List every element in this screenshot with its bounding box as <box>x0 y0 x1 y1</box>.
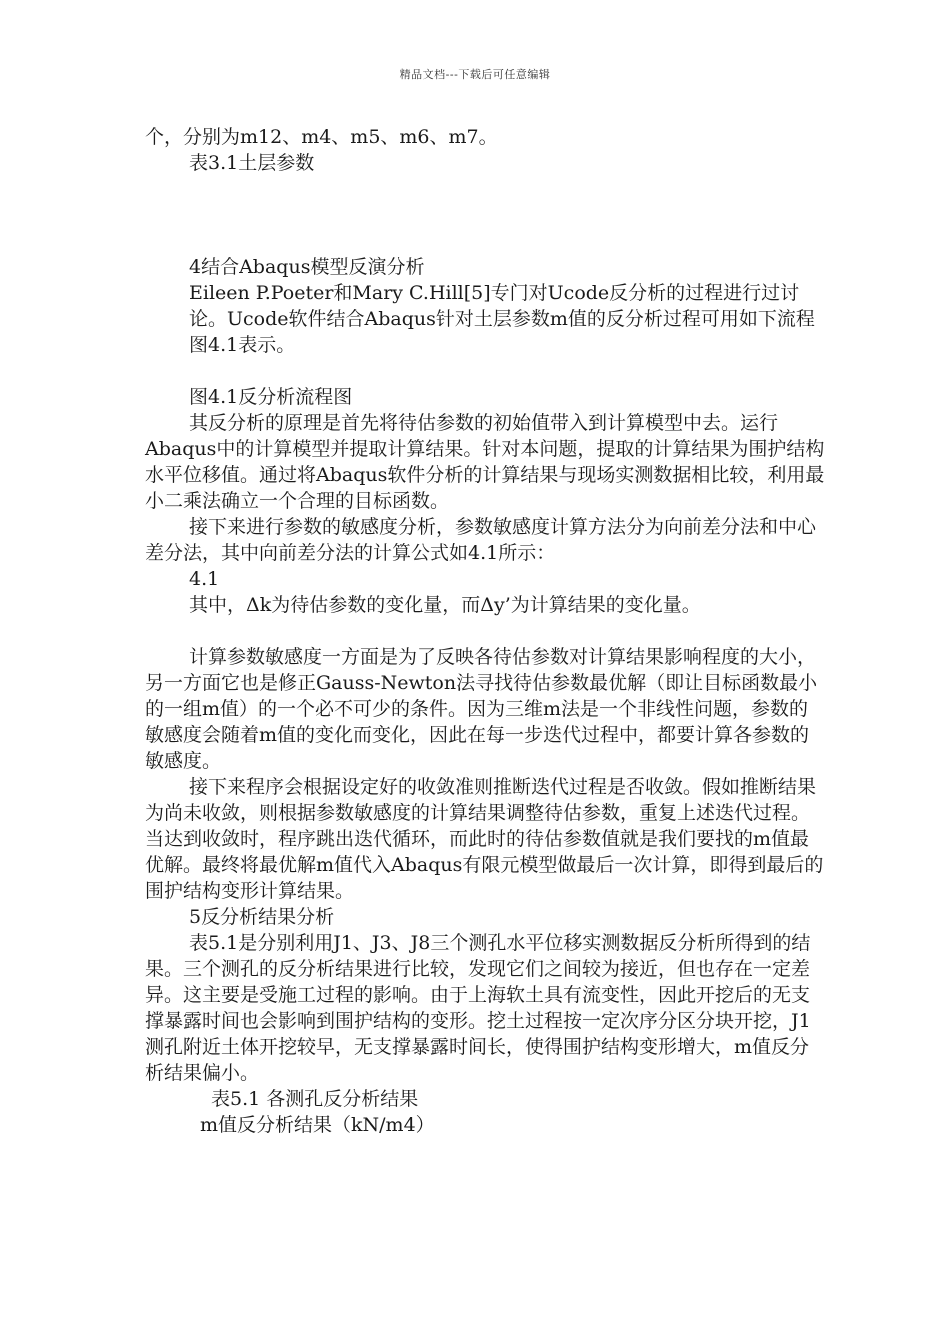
table-5-1-subcaption: m值反分析结果（kN/m4） <box>200 1114 435 1136</box>
paragraph-convergence: 接下来程序会根据设定好的收敛准则推断迭代过程是否收敛。假如推断结果为尚未收敛，则根据参数敏感度的计算结果调整待估参数，重复上述迭代过程。当达到收敛时，程序跳出迭代循环，而此时的待估参数值就是我们要找的m值最优解。最终将最优解m值代入Abaqus有限元模型做最后一次计算，即得到最后的围护结构变形计算结果。 <box>145 776 824 902</box>
equation-4-1-label: 4.1 <box>189 568 220 590</box>
paragraph-sensitivity-purpose: 计算参数敏感度一方面是为了反映各待估参数对计算结果影响程度的大小，另一方面它也是修正Gauss-Newton法寻找待估参数最优解（即让目标函数最小的一组m值）的一个必不可少的条件。因为三维m法是一个非线性问题，参数的敏感度会随着m值的变化而变化，因此在每一步迭代过程中，都要计算各参数的敏感度。 <box>145 646 818 772</box>
paragraph-results-analysis: 表5.1是分别利用J1、J3、J8三个测孔水平位移实测数据反分析所得到的结果。三个测孔的反分析结果进行比较，发现它们之间较为接近，但也存在一定差异。这主要是受施工过程的影响。由于上海软土具有流变性，因此开挖后的无支撑暴露时间也会影响到围护结构的变形。挖土过程按一定次序分区分块开挖，J1测孔附近土体开挖较早，无支撑暴露时间长，使得围护结构变形增大，m值反分析结果偏小。 <box>145 932 811 1084</box>
figure-4-1-caption: 图4.1反分析流程图 <box>189 386 353 408</box>
document-body <box>145 124 825 1138</box>
paragraph-m-values: 个，分别为m12、m4、m5、m6、m7。 <box>145 126 498 148</box>
paragraph-delta-explanation: 其中，Δk为待估参数的变化量，而Δy’为计算结果的变化量。 <box>189 594 701 616</box>
figure-4-1-placeholder <box>145 358 825 384</box>
page-header: 精品文档---下载后可任意编辑 <box>399 68 551 81</box>
paragraph-sensitivity: 接下来进行参数的敏感度分析，参数敏感度计算方法分为向前差分法和中心差分法，其中向前差分法的计算公式如4.1所示： <box>145 516 817 564</box>
section-4-heading: 4结合Abaqus模型反演分析 <box>189 256 425 278</box>
table-3-1-caption: 表3.1土层参数 <box>189 152 315 174</box>
table-5-1-caption: 表5.1 各测孔反分析结果 <box>211 1088 419 1110</box>
blank-line <box>145 618 825 644</box>
paragraph-principle: 其反分析的原理是首先将待估参数的初始值带入到计算模型中去。运行Abaqus中的计算模型并提取计算结果。针对本问题，提取的计算结果为围护结构水平位移值。通过将Abaqus软件分析的计算结果与现场实测数据相比较，利用最小二乘法确立一个合理的目标函数。 <box>145 412 825 512</box>
paragraph-ucode-intro: Eileen P.Poeter和Mary C.Hill[5]专门对Ucode反分析的过程进行过讨论。Ucode软件结合Abaqus针对土层参数m值的反分析过程可用如下流程图4.1表示。 <box>189 282 815 356</box>
table-3-1-placeholder <box>145 176 825 254</box>
section-5-heading: 5反分析结果分析 <box>189 906 335 928</box>
